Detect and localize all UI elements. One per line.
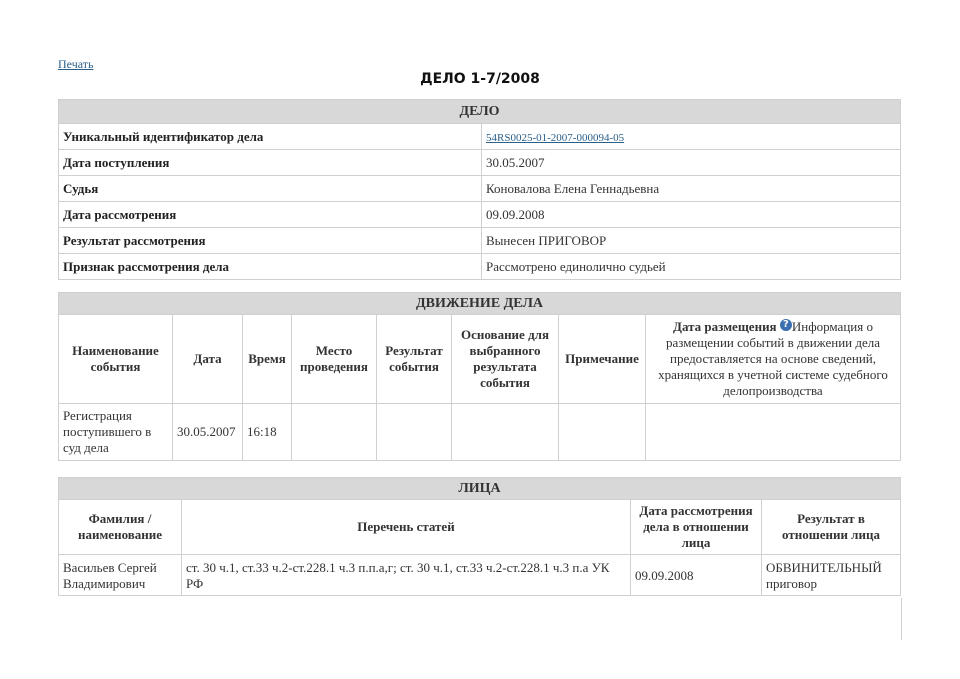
page-title: ДЕЛО 1-7/2008	[420, 71, 540, 87]
col-time: Время	[243, 315, 292, 404]
col-decision-date: Дата рассмотрения дела в отношении лица	[631, 500, 762, 555]
receipt-date-label: Дата поступления	[59, 150, 482, 176]
print-link[interactable]: Печать	[58, 57, 94, 71]
col-person-result: Результат в отношении лица	[762, 500, 901, 555]
table-row	[59, 176, 901, 202]
person-decision-date-cell: 09.09.2008	[631, 555, 762, 596]
review-result-label: Результат рассмотрения	[59, 228, 482, 254]
review-result-value: Вынесен ПРИГОВОР	[482, 228, 901, 254]
person-result-cell: ОБВИНИТЕЛЬНЫЙ приговор	[762, 555, 901, 596]
event-note-cell	[559, 404, 646, 461]
col-post-date	[646, 315, 901, 404]
receipt-date-value: 30.05.2007	[482, 150, 901, 176]
table-row	[59, 404, 901, 461]
question-circle-icon[interactable]: ?	[780, 319, 792, 331]
review-date-label: Дата рассмотрения	[59, 202, 482, 228]
movement-section-heading: ДВИЖЕНИЕ ДЕЛА	[59, 293, 901, 315]
case-info-table	[58, 99, 901, 280]
col-person-name: Фамилия / наименование	[59, 500, 182, 555]
judge-label: Судья	[59, 176, 482, 202]
page-bottom-cutoff	[58, 598, 903, 679]
event-time-cell: 16:18	[243, 404, 292, 461]
person-name-cell: Васильев Сергей Владимирович	[59, 555, 182, 596]
review-date-value: 09.09.2008	[482, 202, 901, 228]
person-articles-cell: ст. 30 ч.1, ст.33 ч.2-ст.228.1 ч.3 п.п.а,г; ст. 30 ч.1, ст.33 ч.2-ст.228.1 ч.3 п.а УК РФ	[182, 555, 631, 596]
persons-table	[58, 477, 901, 596]
col-result: Результат события	[377, 315, 452, 404]
review-type-label: Признак рассмотрения дела	[59, 254, 482, 280]
post-date-info: Информация о размещении событий в движении дела предоставляется на основе сведений, хранящихся в учетной системе судебного делопроизводства	[658, 319, 888, 398]
case-movement-table	[58, 292, 901, 461]
table-row	[59, 555, 901, 596]
col-note: Примечание	[559, 315, 646, 404]
persons-section-heading: ЛИЦА	[59, 478, 901, 500]
col-date: Дата	[173, 315, 243, 404]
table-edge-line	[901, 598, 902, 640]
col-basis: Основание для выбранного результата события	[452, 315, 559, 404]
judge-value: Коновалова Елена Геннадьевна	[482, 176, 901, 202]
case-id-label: Уникальный идентификатор дела	[59, 124, 482, 150]
event-place-cell	[292, 404, 377, 461]
table-row	[59, 254, 901, 280]
event-date-cell: 30.05.2007	[173, 404, 243, 461]
review-type-value: Рассмотрено единолично судьей	[482, 254, 901, 280]
event-basis-cell	[452, 404, 559, 461]
event-result-cell	[377, 404, 452, 461]
col-articles: Перечень статей	[182, 500, 631, 555]
table-row	[59, 228, 901, 254]
event-post-date-cell	[646, 404, 901, 461]
case-id-link[interactable]: 54RS0025-01-2007-000094-05	[486, 131, 625, 144]
event-name-cell: Регистрация поступившего в суд дела	[59, 404, 173, 461]
case-section-heading: ДЕЛО	[59, 100, 901, 124]
post-date-label: Дата размещения	[673, 319, 777, 334]
col-place: Место проведения	[292, 315, 377, 404]
table-row	[59, 202, 901, 228]
table-row	[59, 150, 901, 176]
table-row	[59, 124, 901, 150]
col-event-name: Наименование события	[59, 315, 173, 404]
